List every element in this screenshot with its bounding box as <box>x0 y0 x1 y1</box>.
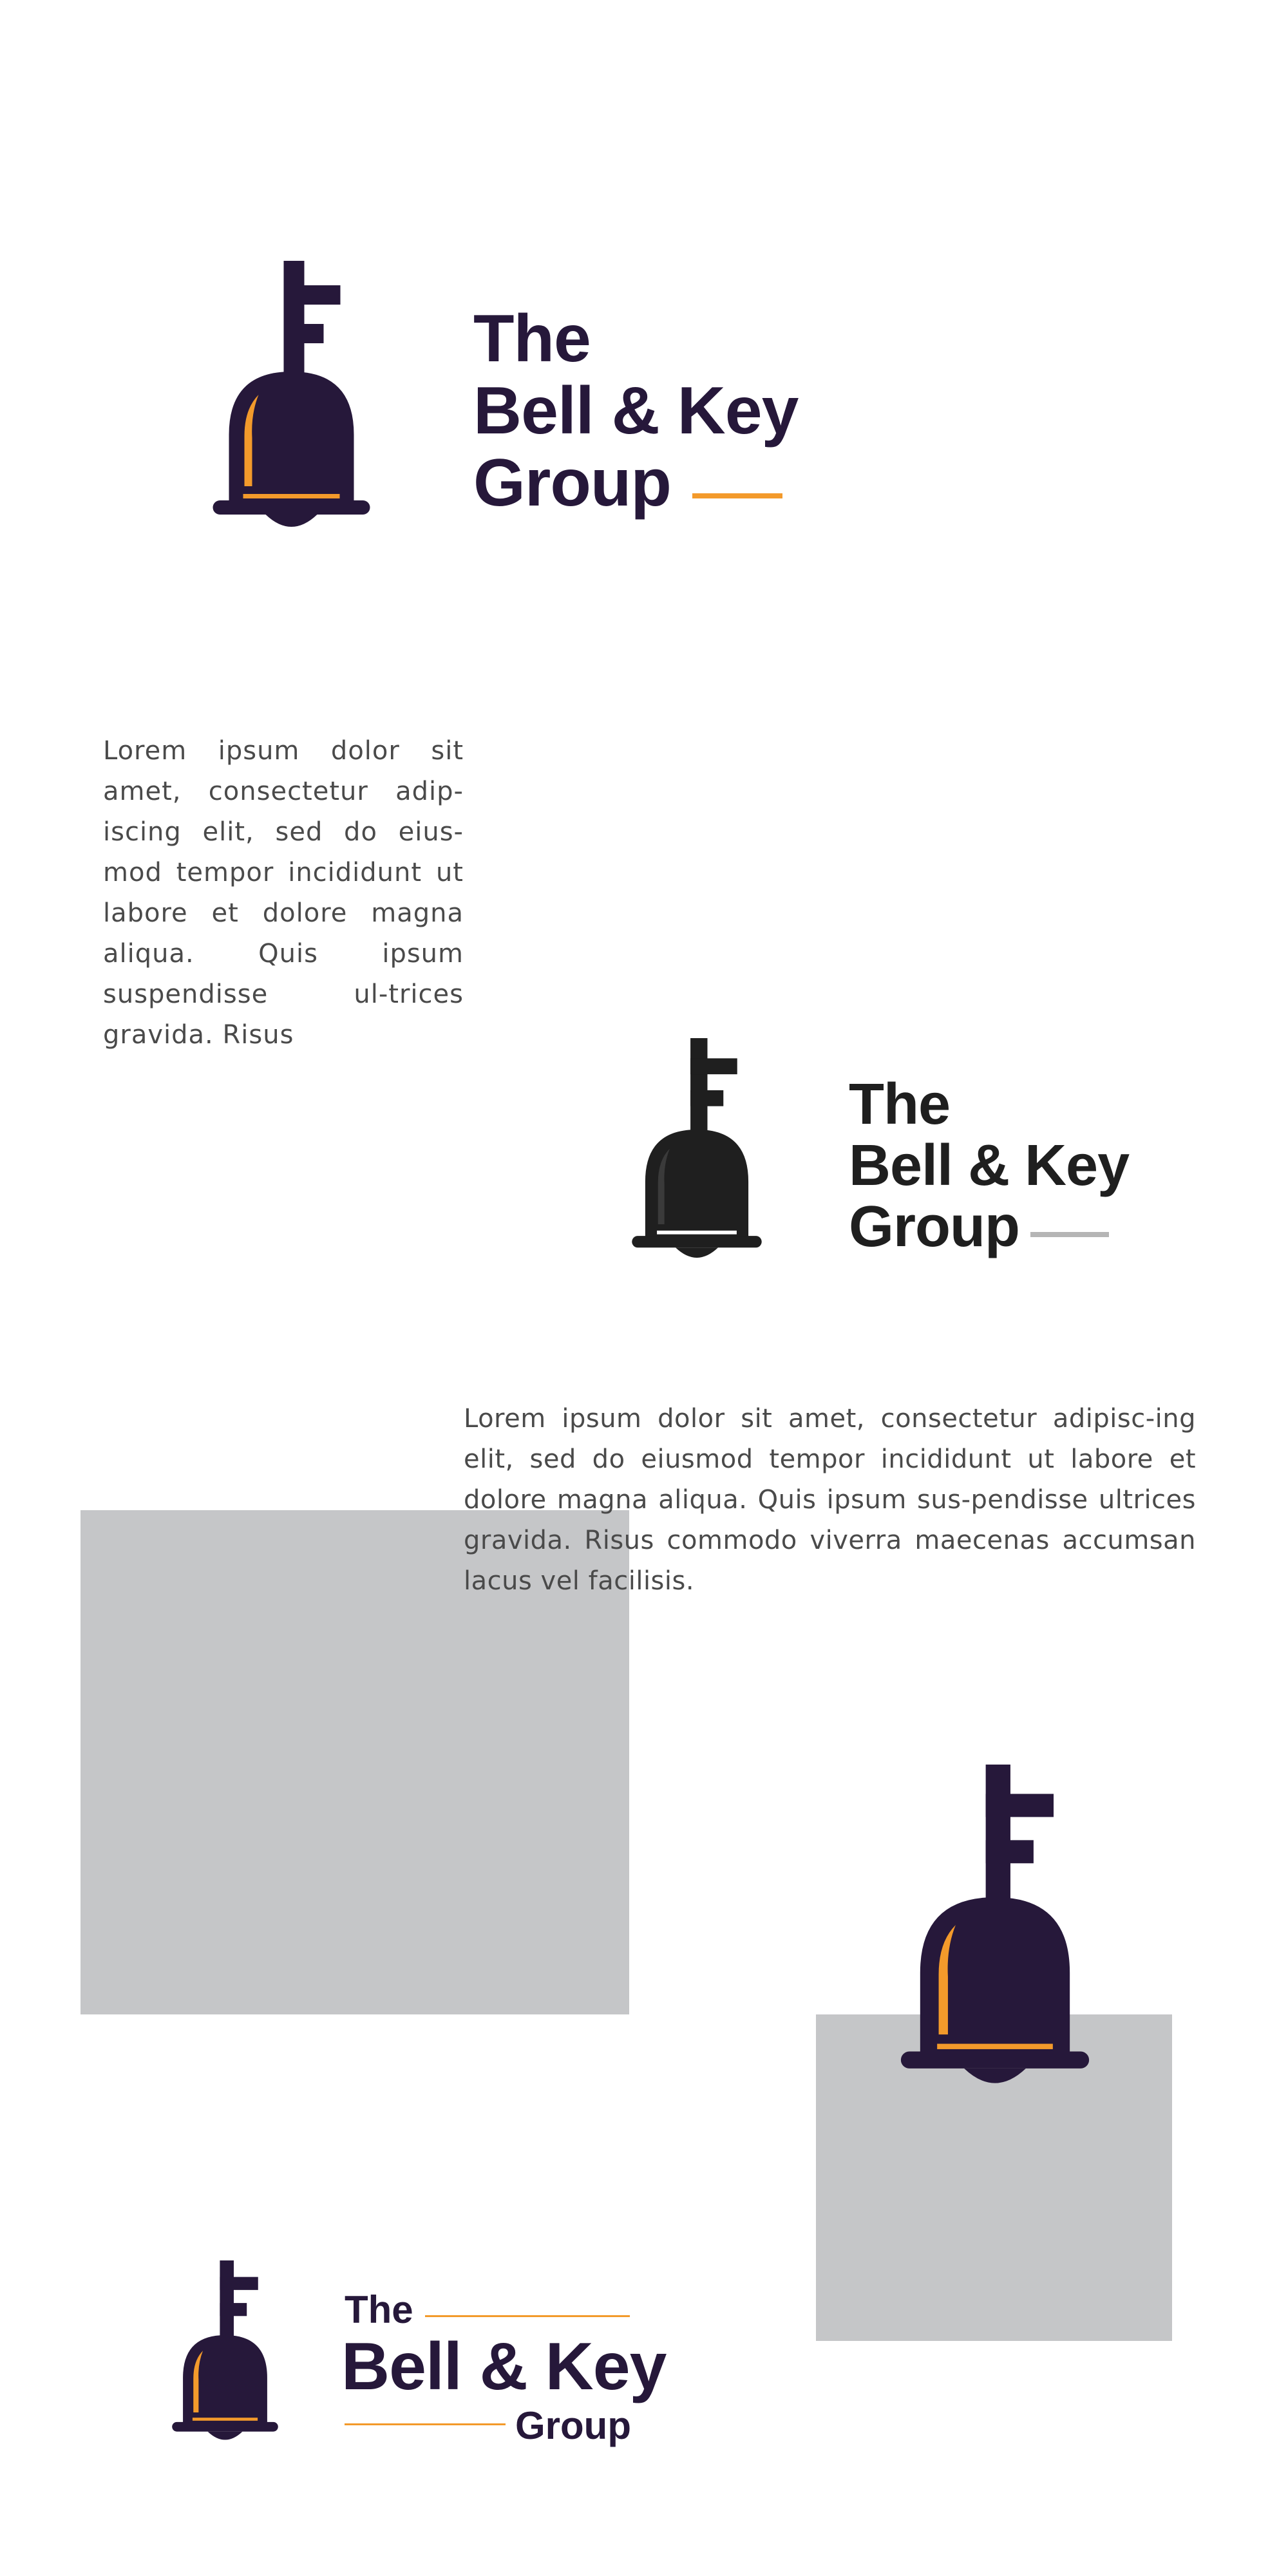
wordmark-the: The <box>345 2288 413 2331</box>
wordmark-accent-underline <box>692 493 782 498</box>
wordmark-line-group: Group <box>849 1195 1019 1259</box>
wordmark-bell-key: Bell & Key <box>341 2329 667 2404</box>
bell-key-icon <box>209 261 374 538</box>
bell-key-icon-dark <box>629 1038 764 1267</box>
accent-rule-bottom <box>345 2423 506 2425</box>
brand-wordmark-dark <box>849 1074 1129 1258</box>
wordmark-group: Group <box>515 2404 631 2447</box>
wordmark-line-bell-key: Bell & Key <box>473 374 799 448</box>
brand-wordmark <box>473 303 798 519</box>
accent-rule-top <box>425 2315 630 2317</box>
body-paragraph-wide: Lorem ipsum dolor sit amet, consectetur adipisc-ing elit, sed do eiusmod tempor incididunt ut labore et dolore magna aliqua. Quis ipsum sus-pendisse ultrices gravida. Risus commodo viverra maecenas accumsan lacus vel facilisis. <box>464 1404 1196 1596</box>
wordmark-line-bell-key: Bell & Key <box>849 1133 1130 1198</box>
body-paragraph: Lorem ipsum dolor sit amet, consectetur adip-iscing elit, sed do eius-mod tempor incididunt ut labore et dolore magna aliqua. Quis ipsum suspendisse ul-trices gravida. Risus <box>103 736 464 1050</box>
wordmark-grey-underline <box>1030 1232 1109 1237</box>
wordmark-line-group: Group <box>473 446 671 520</box>
bell-key-icon-small <box>169 2260 281 2447</box>
bell-key-icon-large <box>895 1765 1095 2096</box>
wordmark-line-the: The <box>473 301 591 376</box>
wordmark-line-the: The <box>849 1072 951 1137</box>
